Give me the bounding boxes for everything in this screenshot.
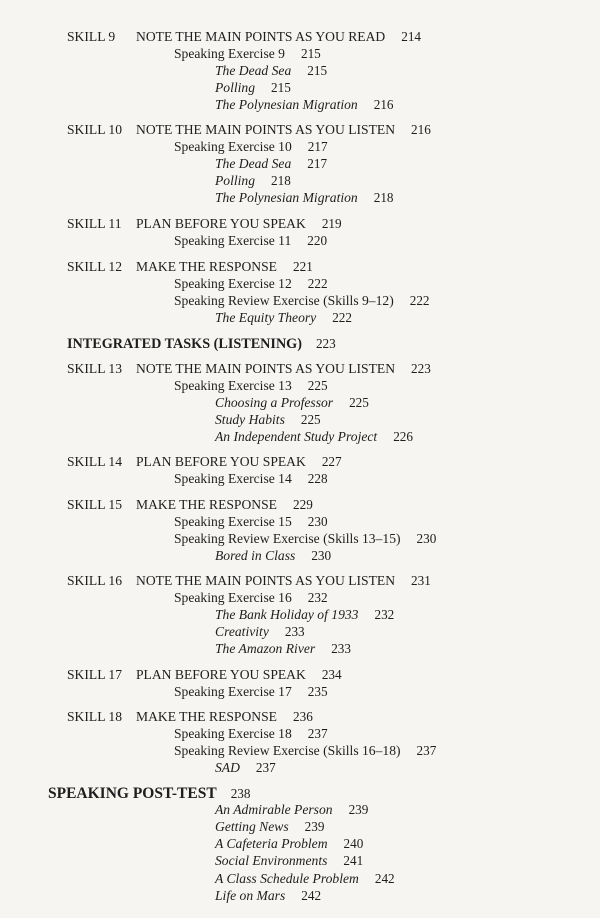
page-number: 218 — [373, 190, 394, 205]
toc-entry — [215, 429, 413, 445]
toc-entry — [215, 173, 291, 189]
entry-title: SPEAKING POST-TEST — [48, 785, 217, 802]
entry-title: The Dead Sea — [215, 63, 292, 78]
entry-title: A Class Schedule Problem — [215, 871, 359, 886]
entry-title: Speaking Exercise 16 — [174, 590, 292, 605]
toc-entry — [67, 259, 313, 275]
toc-entry — [174, 531, 436, 547]
toc-entry — [215, 190, 394, 206]
entry-title: Speaking Exercise 11 — [174, 233, 292, 248]
page-number: 223 — [411, 361, 431, 376]
entry-title: PLAN BEFORE YOU SPEAK — [136, 216, 306, 231]
page-number: 215 — [307, 63, 328, 78]
page-number: 242 — [374, 871, 395, 886]
skill-label: SKILL 9 — [67, 29, 116, 44]
toc-entry — [67, 497, 313, 513]
skill-label: SKILL 12 — [67, 259, 122, 274]
entry-title: An Independent Study Project — [215, 429, 378, 444]
skill-label: SKILL 10 — [67, 122, 122, 137]
entry-title: A Cafeteria Problem — [215, 836, 328, 851]
page-number: 220 — [307, 233, 328, 248]
page-number: 230 — [307, 514, 328, 529]
skill-label: SKILL 14 — [67, 454, 122, 469]
entry-title: The Polynesian Migration — [215, 190, 358, 205]
entry-title: Choosing a Professor — [215, 395, 334, 410]
entry-title: Speaking Exercise 9 — [174, 46, 285, 61]
page-number: 223 — [315, 336, 336, 351]
toc-entry — [67, 573, 431, 589]
entry-title: NOTE THE MAIN POINTS AS YOU LISTEN — [136, 573, 396, 588]
toc-entry — [67, 361, 431, 377]
toc-entry — [215, 836, 363, 852]
toc-entry — [67, 336, 336, 352]
page-number: 219 — [321, 216, 342, 231]
toc-entry — [174, 514, 328, 530]
entry-title: Study Habits — [215, 412, 285, 427]
toc-entry — [174, 233, 327, 249]
toc-entry — [174, 276, 328, 292]
entry-title: NOTE THE MAIN POINTS AS YOU LISTEN — [136, 361, 396, 376]
entry-title: Speaking Exercise 14 — [174, 471, 292, 486]
toc-entry — [215, 395, 369, 411]
toc-entry — [174, 139, 328, 155]
toc-entry — [174, 378, 328, 394]
entry-title: Speaking Review Exercise (Skills 9–12) — [174, 293, 394, 308]
toc-entry — [174, 590, 328, 606]
page-number: 225 — [300, 412, 321, 427]
toc-entry — [215, 310, 352, 326]
page-number: 234 — [321, 667, 342, 682]
toc-entry — [174, 471, 328, 487]
entry-title: Creativity — [215, 624, 269, 639]
page-number: 233 — [284, 624, 305, 639]
toc-entry — [67, 216, 342, 232]
page-number: 237 — [416, 743, 437, 758]
entry-title: Speaking Exercise 10 — [174, 139, 292, 154]
toc-entry — [215, 63, 327, 79]
toc-entry — [215, 802, 368, 818]
page-number: 221 — [293, 259, 313, 274]
page-number: 233 — [331, 641, 351, 656]
skill-label: SKILL 16 — [67, 573, 122, 588]
page-number: 222 — [307, 276, 328, 291]
entry-title: INTEGRATED TASKS (LISTENING) — [67, 336, 302, 352]
toc-entry — [215, 871, 395, 887]
entry-title: Bored in Class — [215, 548, 296, 563]
entry-title: SAD — [215, 760, 240, 775]
entry-title: Polling — [215, 173, 256, 188]
toc-entry — [174, 46, 321, 62]
toc-entry — [215, 819, 324, 835]
entry-title: Speaking Exercise 18 — [174, 726, 292, 741]
skill-label: SKILL 11 — [67, 216, 122, 231]
page-number: 240 — [343, 836, 364, 851]
toc-entry — [174, 726, 328, 742]
page-number: 216 — [411, 122, 431, 137]
entry-title: An Admirable Person — [215, 802, 333, 817]
entry-title: Speaking Exercise 17 — [174, 684, 292, 699]
entry-title: Speaking Exercise 13 — [174, 378, 292, 393]
toc-entry — [174, 684, 328, 700]
page-number: 230 — [311, 548, 332, 563]
entry-title: The Equity Theory — [215, 310, 317, 325]
page-number: 235 — [307, 684, 328, 699]
page-number: 217 — [307, 156, 328, 171]
page-number: 225 — [307, 378, 328, 393]
page-number: 238 — [230, 786, 251, 801]
page-number: 229 — [293, 497, 313, 512]
page-number: 241 — [343, 853, 364, 868]
entry-title: Life on Mars — [215, 888, 286, 903]
entry-title: Speaking Review Exercise (Skills 13–15) — [174, 531, 401, 546]
entry-title: Polling — [215, 80, 256, 95]
entry-title: The Dead Sea — [215, 156, 292, 171]
toc-entry — [67, 709, 313, 725]
page-number: 227 — [321, 454, 342, 469]
toc-entry — [215, 888, 321, 904]
entry-title: MAKE THE RESPONSE — [136, 709, 277, 724]
page-number: 237 — [307, 726, 328, 741]
entry-title: Getting News — [215, 819, 289, 834]
page-number: 217 — [307, 139, 328, 154]
entry-title: Speaking Exercise 15 — [174, 514, 292, 529]
entry-title: The Amazon River — [215, 641, 316, 656]
toc-entry — [215, 156, 327, 172]
toc-entry — [174, 293, 430, 309]
page-number: 239 — [304, 819, 325, 834]
page-number: 214 — [401, 29, 422, 44]
skill-label: SKILL 15 — [67, 497, 122, 512]
page-number: 236 — [293, 709, 313, 724]
toc-entry — [48, 786, 250, 802]
toc-entry — [215, 624, 305, 640]
page-number: 222 — [409, 293, 430, 308]
skill-label: SKILL 13 — [67, 361, 122, 376]
entry-title: The Bank Holiday of 1933 — [215, 607, 359, 622]
page-number: 228 — [307, 471, 328, 486]
toc-entry — [67, 667, 342, 683]
skill-label: SKILL 17 — [67, 667, 122, 682]
toc-entry — [215, 607, 394, 623]
toc-entry — [215, 97, 394, 113]
page-number: 232 — [374, 607, 395, 622]
page-number: 237 — [255, 760, 276, 775]
entry-title: Speaking Review Exercise (Skills 16–18) — [174, 743, 401, 758]
toc-entry — [215, 641, 351, 657]
page-number: 232 — [307, 590, 328, 605]
toc-entry — [215, 80, 291, 96]
toc-entry — [67, 122, 431, 138]
toc-entry — [67, 454, 342, 470]
toc-entry — [174, 743, 436, 759]
toc-entry — [215, 548, 331, 564]
toc-entry — [215, 760, 276, 776]
entry-title: PLAN BEFORE YOU SPEAK — [136, 667, 306, 682]
toc-entry — [215, 853, 363, 869]
page-number: 230 — [416, 531, 437, 546]
page-number: 231 — [411, 573, 431, 588]
entry-title: MAKE THE RESPONSE — [136, 259, 277, 274]
page-number: 242 — [301, 888, 322, 903]
page-number: 218 — [271, 173, 291, 188]
page-number: 225 — [349, 395, 369, 410]
skill-label: SKILL 18 — [67, 709, 122, 724]
entry-title: PLAN BEFORE YOU SPEAK — [136, 454, 306, 469]
entry-title: Social Environments — [215, 853, 328, 868]
entry-title: Speaking Exercise 12 — [174, 276, 292, 291]
entry-title: NOTE THE MAIN POINTS AS YOU READ — [136, 29, 386, 44]
toc-entry — [67, 29, 421, 45]
page-number: 216 — [373, 97, 394, 112]
page-number: 215 — [300, 46, 321, 61]
page-number: 239 — [348, 802, 369, 817]
page-number: 226 — [393, 429, 413, 444]
entry-title: The Polynesian Migration — [215, 97, 358, 112]
entry-title: MAKE THE RESPONSE — [136, 497, 277, 512]
page-number: 222 — [332, 310, 352, 325]
entry-title: NOTE THE MAIN POINTS AS YOU LISTEN — [136, 122, 396, 137]
page-number: 215 — [271, 80, 291, 95]
toc-entry — [215, 412, 321, 428]
